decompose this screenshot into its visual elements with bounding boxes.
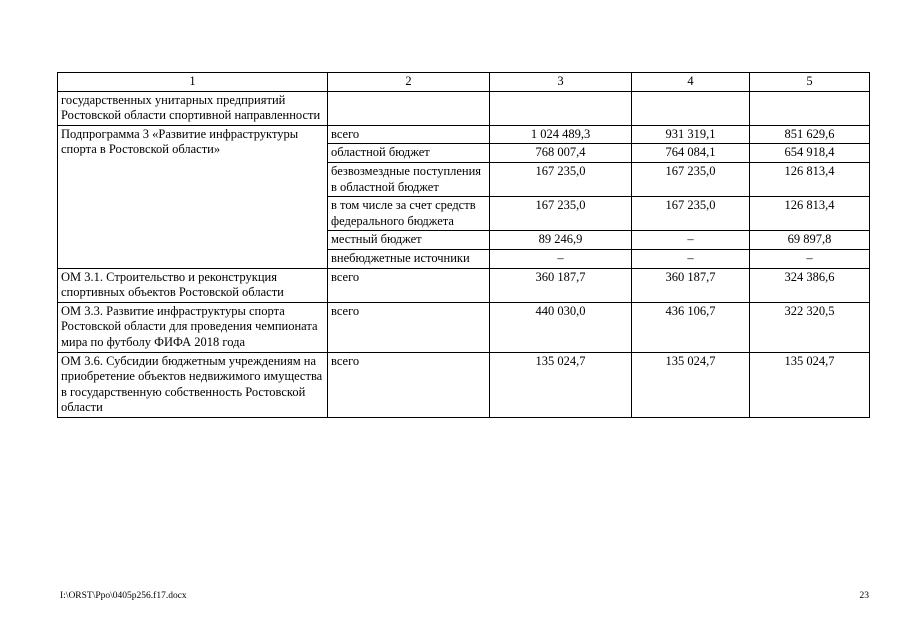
row-name: ОМ 3.3. Развитие инфраструктуры спорта Ростовской области для проведения чемпионата мира по футболу ФИФА 2018 года bbox=[58, 302, 328, 352]
row-value-col3: 167 235,0 bbox=[490, 197, 632, 231]
row-value-col5: 324 386,6 bbox=[750, 268, 870, 302]
row-source: областной бюджет bbox=[328, 144, 490, 163]
row-source bbox=[328, 91, 490, 125]
row-value-col5: 69 897,8 bbox=[750, 231, 870, 250]
row-value-col4: 135 024,7 bbox=[632, 352, 750, 417]
row-value-col5: 851 629,6 bbox=[750, 125, 870, 144]
column-header: 4 bbox=[632, 73, 750, 92]
row-value-col3: 89 246,9 bbox=[490, 231, 632, 250]
row-source: внебюджетные источники bbox=[328, 249, 490, 268]
row-value-col5: 126 813,4 bbox=[750, 162, 870, 196]
row-value-col4: 167 235,0 bbox=[632, 197, 750, 231]
table-row bbox=[58, 302, 870, 352]
row-value-col4: 436 106,7 bbox=[632, 302, 750, 352]
row-source: всего bbox=[328, 268, 490, 302]
table-header-row bbox=[58, 73, 870, 92]
row-value-col3: 360 187,7 bbox=[490, 268, 632, 302]
row-value-col5: 654 918,4 bbox=[750, 144, 870, 163]
row-value-col4: 931 319,1 bbox=[632, 125, 750, 144]
row-value-col3 bbox=[490, 91, 632, 125]
row-source: в том числе за счет средств федерального бюджета bbox=[328, 197, 490, 231]
column-header: 2 bbox=[328, 73, 490, 92]
row-source: всего bbox=[328, 352, 490, 417]
row-value-col5: 126 813,4 bbox=[750, 197, 870, 231]
row-value-col5: 135 024,7 bbox=[750, 352, 870, 417]
row-value-col5: – bbox=[750, 249, 870, 268]
row-value-col4: – bbox=[632, 231, 750, 250]
row-value-col4: 764 084,1 bbox=[632, 144, 750, 163]
footer-file-path: I:\ORST\Ppo\0405p256.f17.docx bbox=[60, 591, 187, 601]
table-row bbox=[58, 125, 870, 144]
page-number: 23 bbox=[859, 591, 869, 601]
row-name: ОМ 3.1. Строительство и реконструкция спортивных объектов Ростовской области bbox=[58, 268, 328, 302]
row-value-col5: 322 320,5 bbox=[750, 302, 870, 352]
row-value-col4: – bbox=[632, 249, 750, 268]
row-name: государственных унитарных предприятий Ростовской области спортивной направленности bbox=[58, 91, 328, 125]
row-source: всего bbox=[328, 302, 490, 352]
row-source: местный бюджет bbox=[328, 231, 490, 250]
subprogram-name: Подпрограмма 3 «Развитие инфраструктуры спорта в Ростовской области» bbox=[58, 125, 328, 268]
row-value-col3: – bbox=[490, 249, 632, 268]
table-row bbox=[58, 91, 870, 125]
budget-table bbox=[57, 72, 870, 418]
row-value-col3: 768 007,4 bbox=[490, 144, 632, 163]
table-row bbox=[58, 352, 870, 417]
row-value-col4: 167 235,0 bbox=[632, 162, 750, 196]
row-value-col3: 1 024 489,3 bbox=[490, 125, 632, 144]
row-value-col3: 135 024,7 bbox=[490, 352, 632, 417]
row-value-col4 bbox=[632, 91, 750, 125]
row-name: ОМ 3.6. Субсидии бюджетным учреждениям на приобретение объектов недвижимого имущества в государственную собственность Ростовской области bbox=[58, 352, 328, 417]
row-value-col4: 360 187,7 bbox=[632, 268, 750, 302]
row-source: всего bbox=[328, 125, 490, 144]
row-value-col3: 167 235,0 bbox=[490, 162, 632, 196]
column-header: 5 bbox=[750, 73, 870, 92]
column-header: 3 bbox=[490, 73, 632, 92]
table-row bbox=[58, 268, 870, 302]
row-value-col5 bbox=[750, 91, 870, 125]
row-value-col3: 440 030,0 bbox=[490, 302, 632, 352]
column-header: 1 bbox=[58, 73, 328, 92]
row-source: безвозмездные поступления в областной бюджет bbox=[328, 162, 490, 196]
